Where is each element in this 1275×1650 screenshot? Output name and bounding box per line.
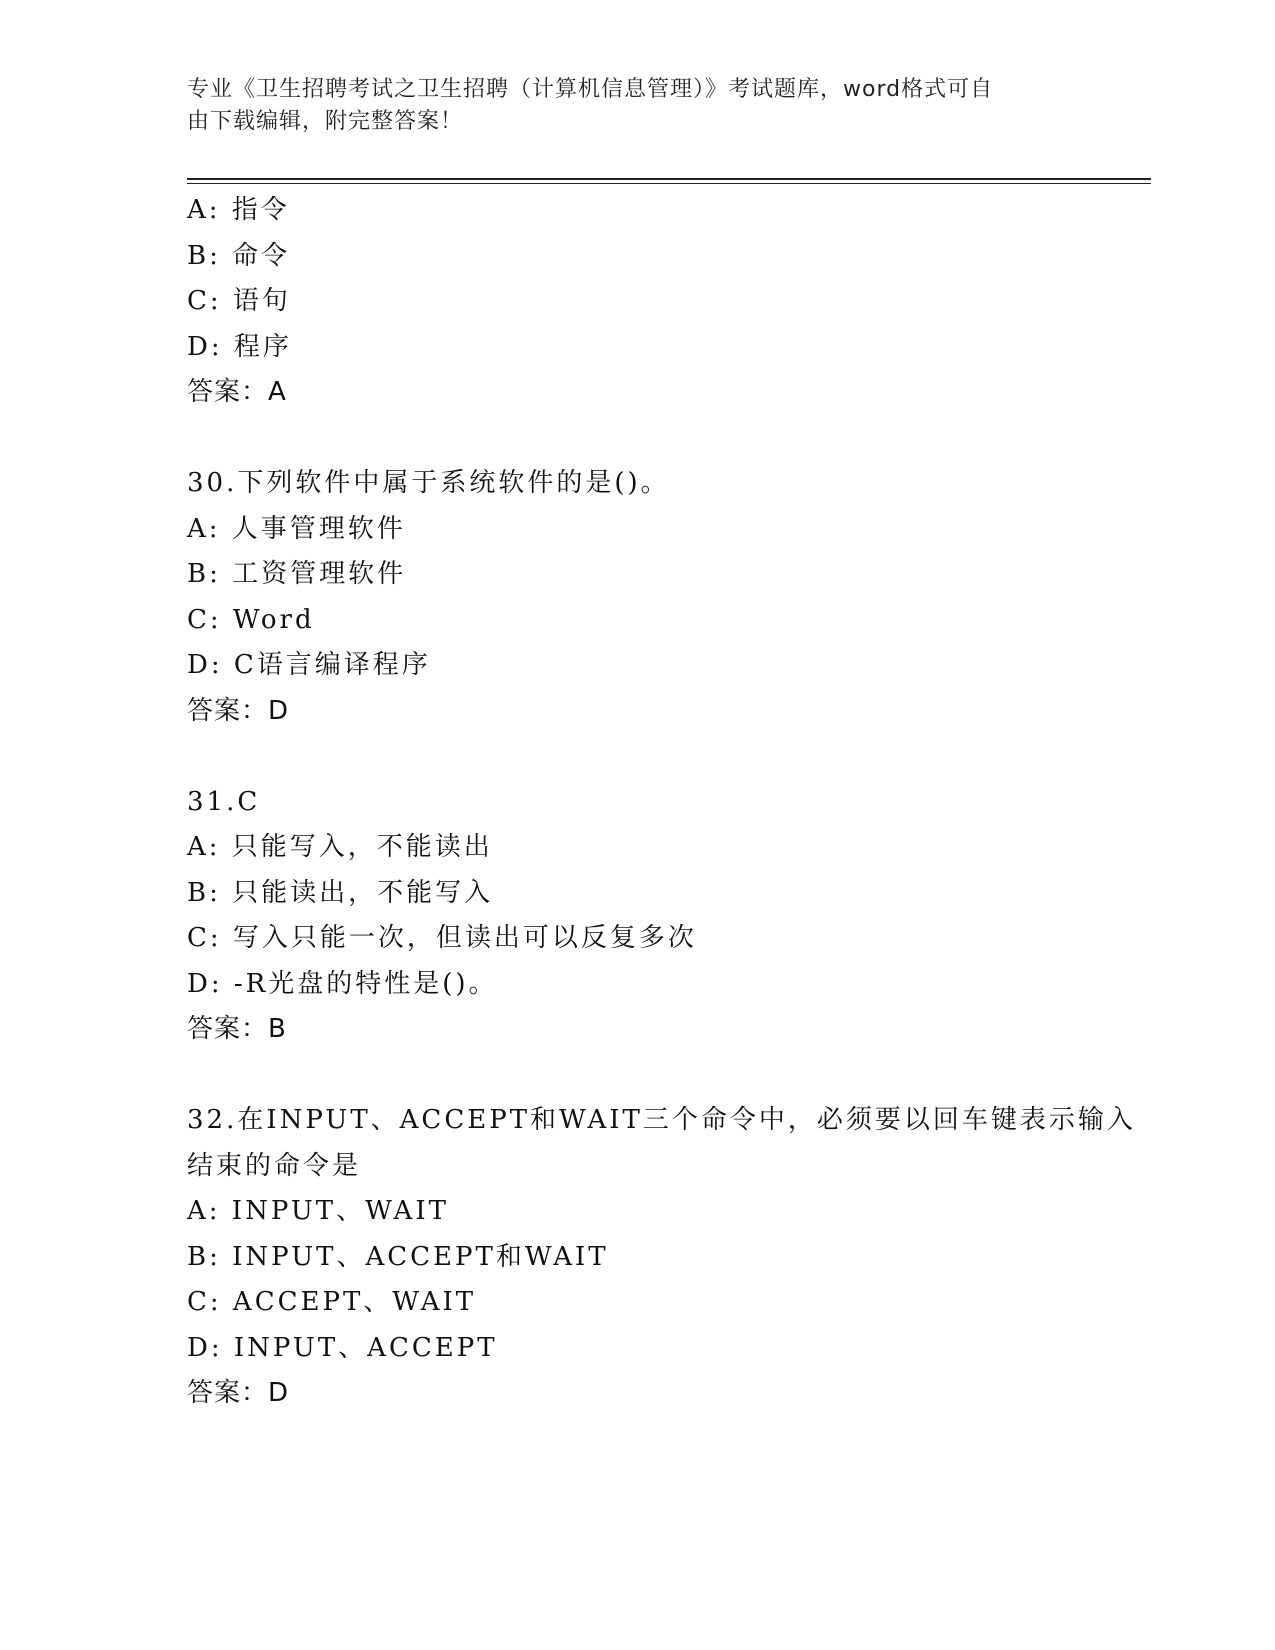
header-divider-thick (187, 178, 1151, 180)
answer-line: 答案：B (187, 1014, 287, 1044)
question-30 (187, 461, 1107, 734)
question-stem-line-1: 32.在INPUT、ACCEPT和WAIT三个命令中，必须要以回车键表示输入 (187, 1105, 1136, 1135)
option-a: A: 人事管理软件 (187, 513, 406, 544)
question-31 (187, 780, 1107, 1053)
option-a: A: INPUT、WAIT (187, 1196, 449, 1226)
option-b: B: 只能读出，不能写入 (187, 877, 494, 908)
document-header (187, 74, 1067, 138)
option-d: D: 程序 (187, 331, 292, 362)
spacer (187, 1053, 1107, 1099)
option-c: C: Word (187, 604, 315, 635)
option-b: B: INPUT、ACCEPT和WAIT (187, 1241, 609, 1272)
answer-line: 答案：D (187, 1378, 290, 1408)
option-b: B: 工资管理软件 (187, 559, 407, 589)
question-list (187, 188, 1136, 1417)
header-line-1: 专业《卫生招聘考试之卫生招聘（计算机信息管理）》考试题库，word格式可自 (187, 77, 994, 102)
header-divider-thin (187, 183, 1151, 184)
answer-line: 答案：D (187, 695, 290, 726)
option-a: A: 指令 (187, 195, 290, 225)
option-d: D: -R光盘的特性是()。 (187, 968, 498, 999)
question-32 (187, 1098, 1136, 1417)
spacer (187, 734, 1107, 780)
question-29 (187, 188, 1107, 416)
spacer (187, 416, 1107, 462)
answer-line: 答案：A (187, 377, 287, 407)
option-b: B: 命令 (187, 240, 291, 271)
option-c: C: 语句 (187, 286, 291, 316)
question-stem-line-2: 结束的命令是 (187, 1150, 362, 1181)
option-c: C: 写入只能一次，但读出可以反复多次 (187, 923, 697, 953)
option-d: D: INPUT、ACCEPT (187, 1332, 498, 1363)
option-a: A: 只能写入，不能读出 (187, 832, 493, 862)
header-line-2: 由下载编辑，附完整答案！ (187, 109, 464, 134)
question-stem: 31.C (187, 786, 261, 817)
question-stem: 30.下列软件中属于系统软件的是()。 (187, 468, 670, 498)
option-d: D: C语言编译程序 (187, 650, 431, 680)
option-c: C: ACCEPT、WAIT (187, 1287, 477, 1317)
